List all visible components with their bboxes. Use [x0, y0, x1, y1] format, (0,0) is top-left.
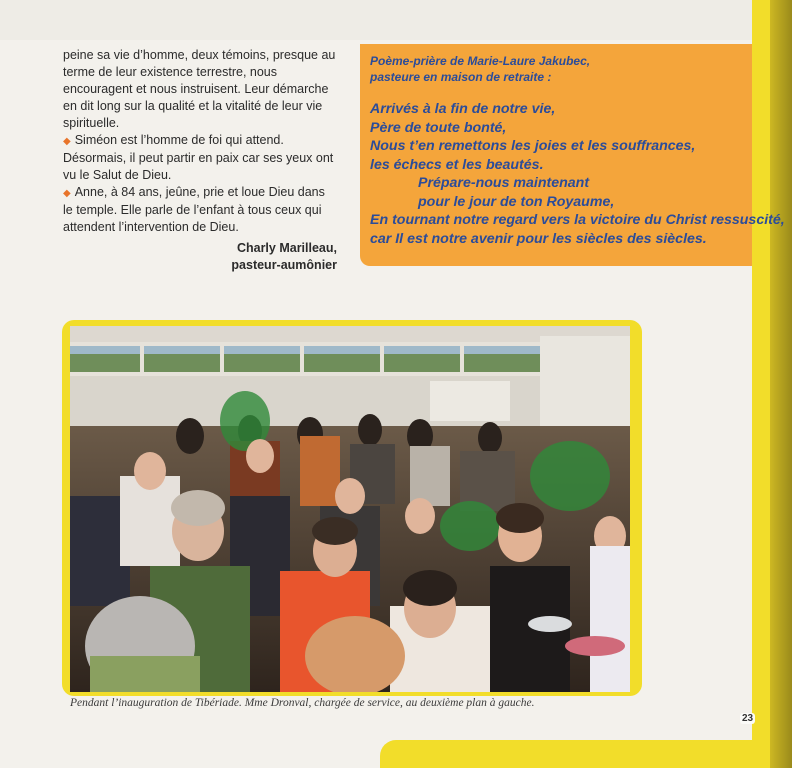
- poem-line: Arrivés à la fin de notre vie,: [370, 101, 556, 117]
- poem-line: les échecs et les beautés.: [370, 156, 544, 173]
- poem-line: Père de toute bonté,: [370, 119, 507, 136]
- page-number: 23: [742, 713, 754, 724]
- signature-name: Charly Marilleau,: [236, 241, 337, 255]
- yellow-bottom-band: [380, 740, 792, 768]
- inauguration-photo: [70, 326, 630, 692]
- diamond-bullet-icon: ◆: [63, 136, 71, 147]
- page-top-strip: [0, 0, 760, 40]
- paragraph-3: [63, 184, 337, 236]
- poem-line: Prépare-nous maintenant: [418, 175, 590, 191]
- poem-line: pour le jour de ton Royaume,: [418, 193, 615, 210]
- poem-lines: [370, 100, 785, 248]
- article-text: [63, 47, 337, 274]
- signature-title: pasteur-aumônier: [231, 258, 337, 272]
- paragraph-3-text: Anne, à 84 ans, jeûne, prie et loue Dieu dans le temple. Elle parle de l’enfant à tous ceux qui attendent l’intervention de Dieu.: [63, 185, 325, 234]
- signature: [63, 240, 337, 274]
- poem-intro: [370, 53, 590, 85]
- paragraph-1: peine sa vie d’homme, deux témoins, presque au terme de leur existence terrestre, nous encouragent et nous instruisent. Leur démarche en dit long sur la qualité et la vitalité de leur vie spirituelle.: [63, 48, 336, 130]
- poem-line: En tournant notre regard vers la victoire du Christ ressuscité,: [370, 212, 785, 228]
- crowd-photo-illustration: [70, 326, 630, 692]
- poem-line: car Il est notre avenir pour les siècles des siècles.: [370, 230, 707, 247]
- poem-line: Nous t’en remettons les joies et les souffrances,: [370, 138, 696, 154]
- poem-intro-line-1: Poème-prière de Marie-Laure Jakubec,: [370, 54, 591, 68]
- paragraph-2: [63, 132, 337, 184]
- poem-intro-line-2: pasteure en maison de retraite :: [370, 70, 552, 84]
- poem-box: [360, 44, 785, 266]
- photo-caption: Pendant l’inauguration de Tibériade. Mme Dronval, chargée de service, au deuxième plan à gauche.: [70, 697, 535, 709]
- diamond-bullet-icon: ◆: [63, 188, 71, 199]
- paragraph-2-text: Siméon est l’homme de foi qui attend. Désormais, il peut partir en paix car ses yeux ont vu le Salut de Dieu.: [63, 133, 334, 182]
